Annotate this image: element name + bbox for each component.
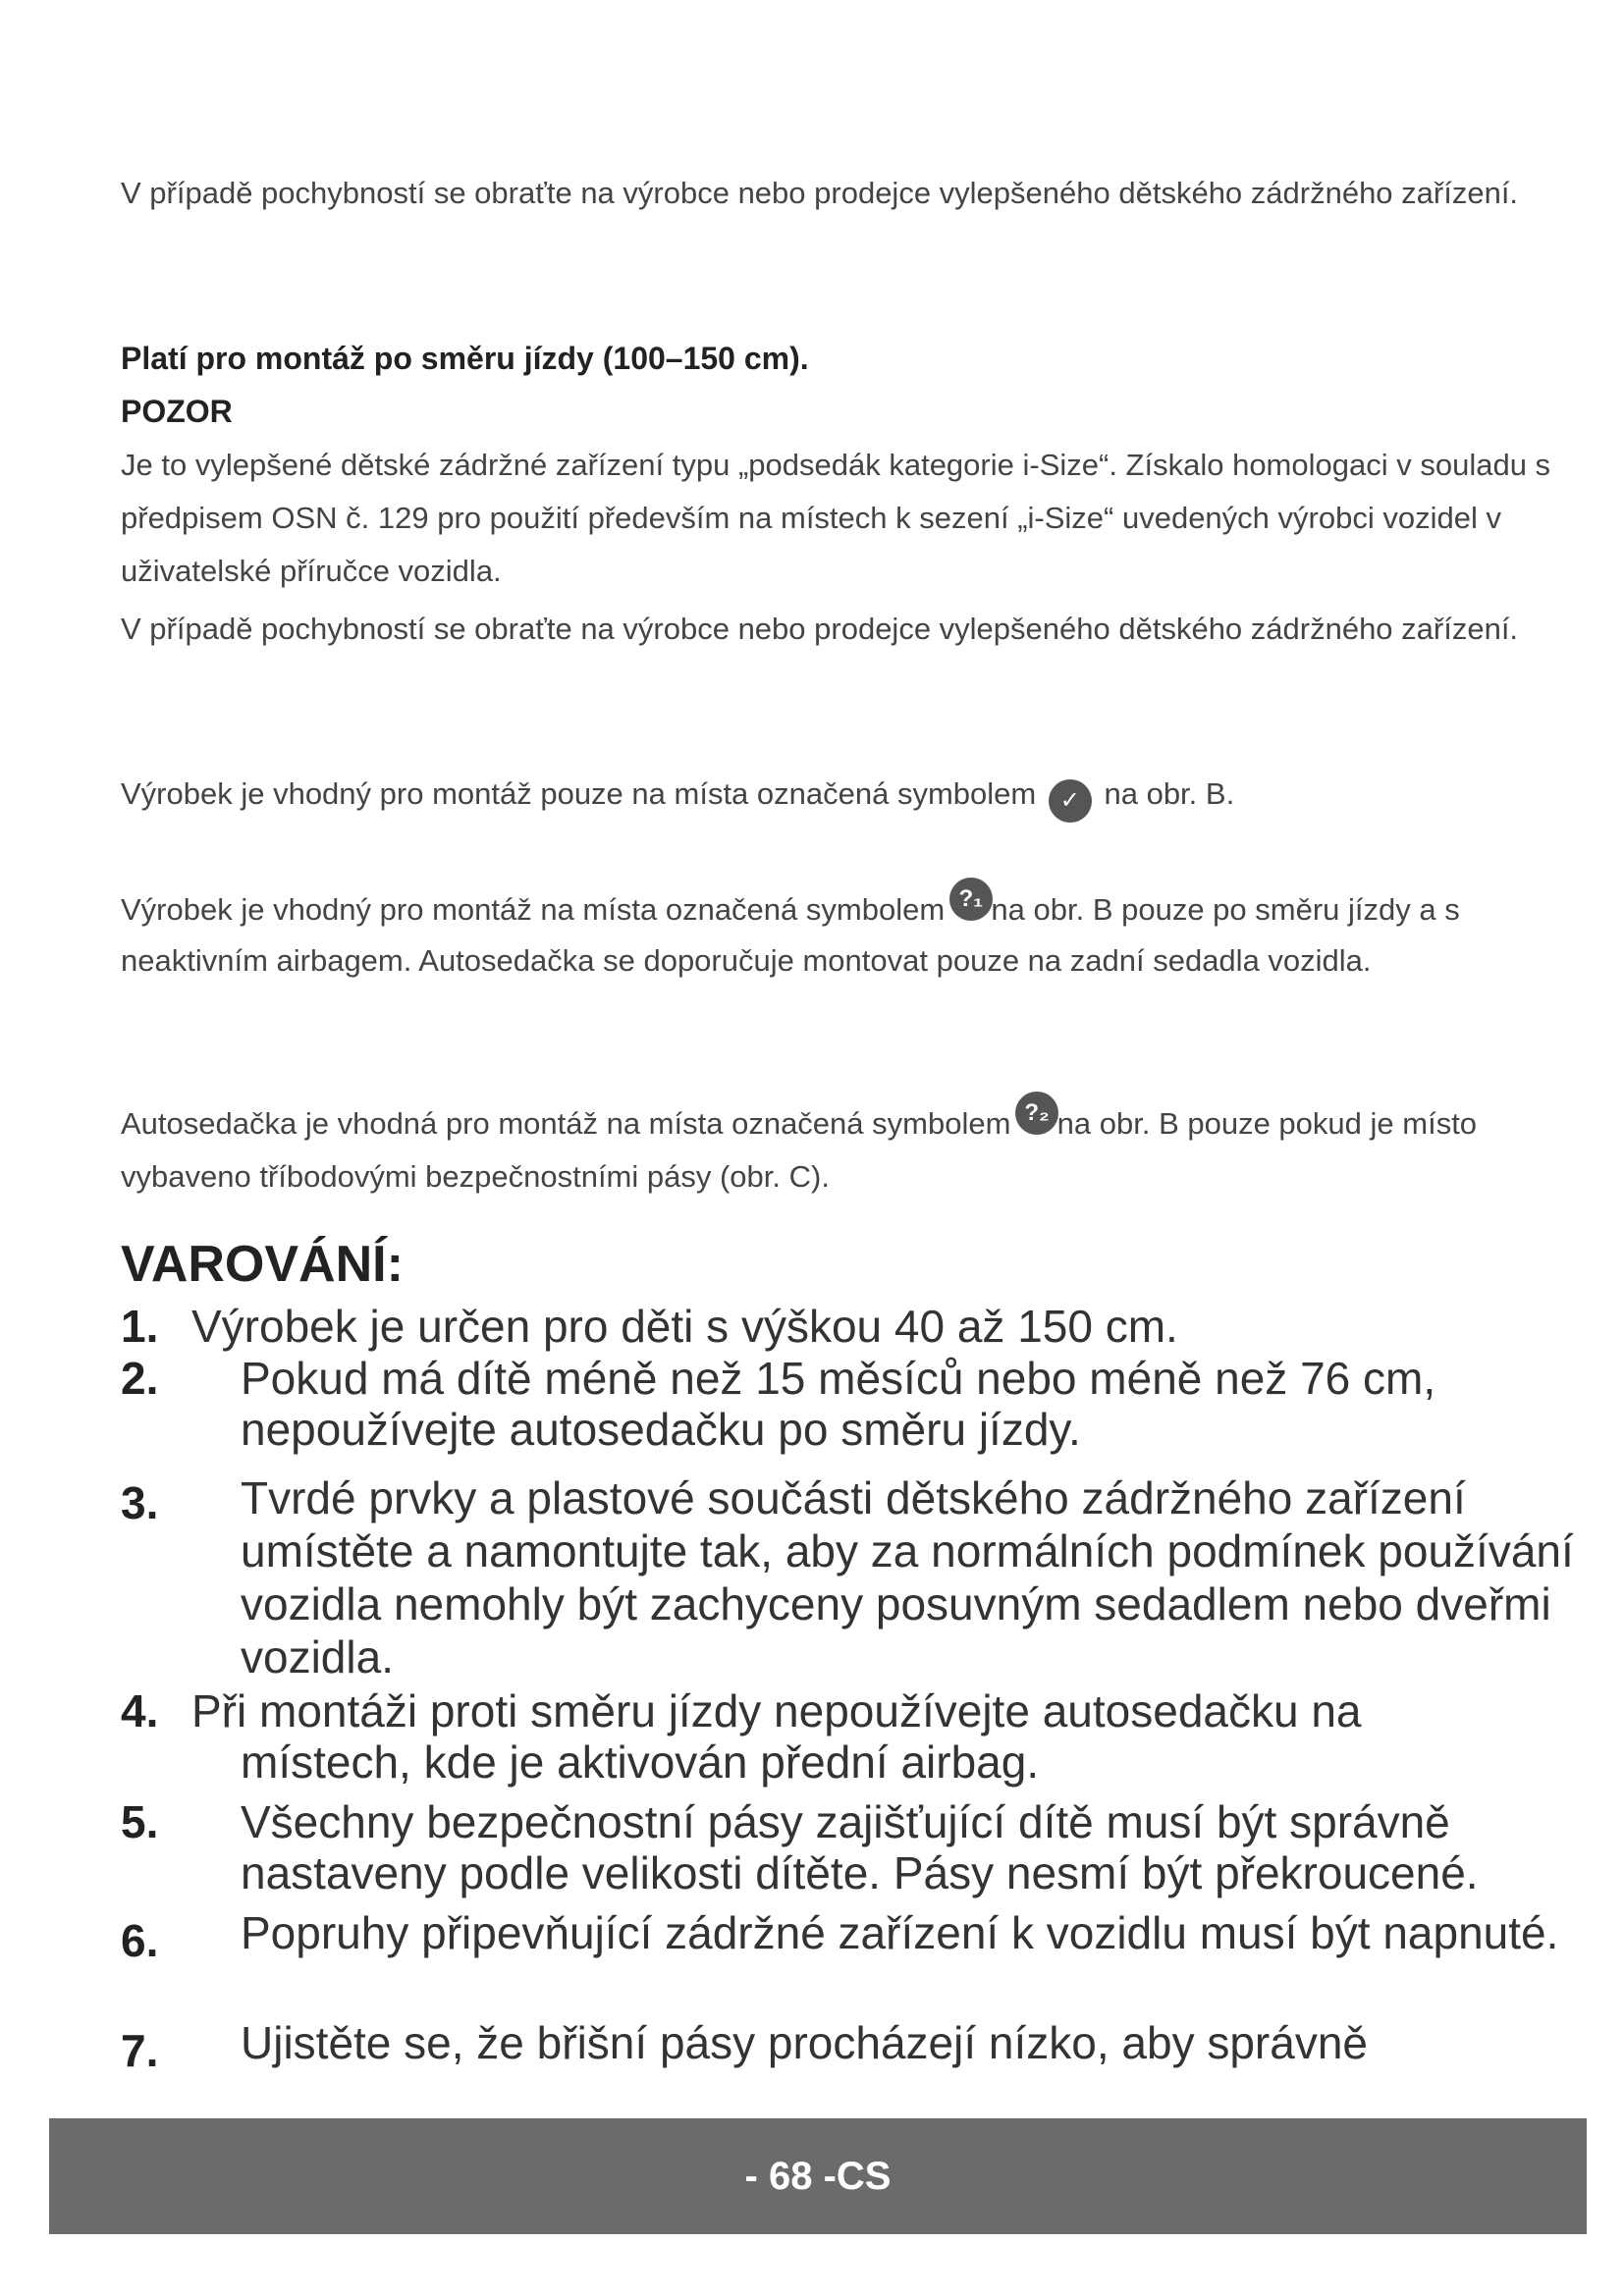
paragraph-doubt-1: V případě pochybností se obraťte na výrobce nebo prodejce vylepšeného dětského zádržného zařízení. [121,176,1519,210]
warning-text: Popruhy připevňující zádržné zařízení k vozidlu musí být napnuté. [241,1907,1559,1958]
warning-text-first-line: Při montáži proti směru jízdy nepoužívejte autosedačku na [191,1685,1362,1736]
paragraph-q1-symbol [121,878,1554,987]
question-1-icon: ?₁ [949,878,993,921]
paragraph-check-symbol [121,768,1554,823]
applies-heading: Platí pro montáž po směru jízdy (100–150 cm). [121,341,809,376]
warning-text [121,1685,1574,1788]
page-number: - 68 -CS [744,2155,892,2198]
check-paragraph-text-after: na obr. B. [1104,776,1235,811]
warning-number: 3. [121,1477,159,1528]
warning-item-5 [121,1796,1574,1898]
warning-item-1 [121,1301,1574,1352]
warning-item-2 [121,1353,1574,1455]
warning-text-continuation: místech, kde je aktivován přední airbag. [241,1736,1040,1788]
warning-number: 4. [121,1685,159,1736]
caution-heading: POZOR [121,394,233,429]
warning-item-6 [121,1907,1574,1966]
warning-text: Výrobek je určen pro děti s výškou 40 až 150 cm. [191,1301,1178,1352]
warning-text: Ujistěte se, že břišní pásy procházejí nízko, aby správně [241,2017,1369,2068]
paragraph-doubt-2: V případě pochybností se obraťte na výrobce nebo prodejce vylepšeného dětského zádržného zařízení. [121,612,1519,646]
q2-paragraph-text-before: Autosedačka je vhodná pro montáž na místa označená symbolem [121,1106,1011,1141]
warning-number: 6. [121,1915,159,1966]
q2-paragraph-text-after: na obr. B pouze pokud je místo vybaveno tříbodovými bezpečnostními pásy (obr. C). [121,1106,1478,1194]
warning-text: Všechny bezpečnostní pásy zajišťující dítě musí být správně nastaveny podle velikosti dítěte. Pásy nesmí být překroucené. [241,1796,1479,1898]
warning-text: Pokud má dítě méně než 15 měsíců nebo méně než 76 cm, nepoužívejte autosedačku po směru jízdy. [241,1353,1436,1455]
page-footer-bar [49,2118,1587,2234]
question-2-icon: ?₂ [1015,1092,1058,1135]
q1-paragraph-text-before: Výrobek je vhodný pro montáž na místa označená symbolem [121,892,946,927]
warning-item-3 [121,1471,1574,1683]
warning-number: 7. [121,2025,159,2076]
warnings-heading: VAROVÁNÍ: [121,1236,404,1293]
paragraph-q2-symbol [121,1092,1554,1203]
warning-text: Tvrdé prvky a plastové součásti dětského zádržného zařízení umístěte a namontujte tak, aby za normálních podmínek používání vozidla nemohly být zachyceny posuvným sedadlem nebo dveřmi vozidla. [241,1472,1574,1682]
check-circle-icon: ✓ [1049,779,1092,823]
paragraph-isize: Je to vylepšené dětské zádržné zařízení typu „podsedák kategorie i-Size“. Získalo homologaci v souladu s předpisem OSN č. 129 pro použití především na místech k sezení „i-Size“ uvedených výrobci vozidel v uživatelské příručce vozidla. [121,448,1551,588]
q1-paragraph-text-after: na obr. B pouze po směru jízdy a s neaktivním airbagem. Autosedačka se doporučuje montovat pouze na zadní sedadla vozidla. [121,892,1460,978]
warning-number: 5. [121,1796,159,1847]
warning-item-7 [121,2017,1574,2076]
check-paragraph-text-before: Výrobek je vhodný pro montáž pouze na místa označená symbolem [121,776,1037,811]
warning-number: 2. [121,1353,159,1404]
warning-item-4 [121,1685,1574,1788]
warning-number: 1. [121,1301,159,1352]
